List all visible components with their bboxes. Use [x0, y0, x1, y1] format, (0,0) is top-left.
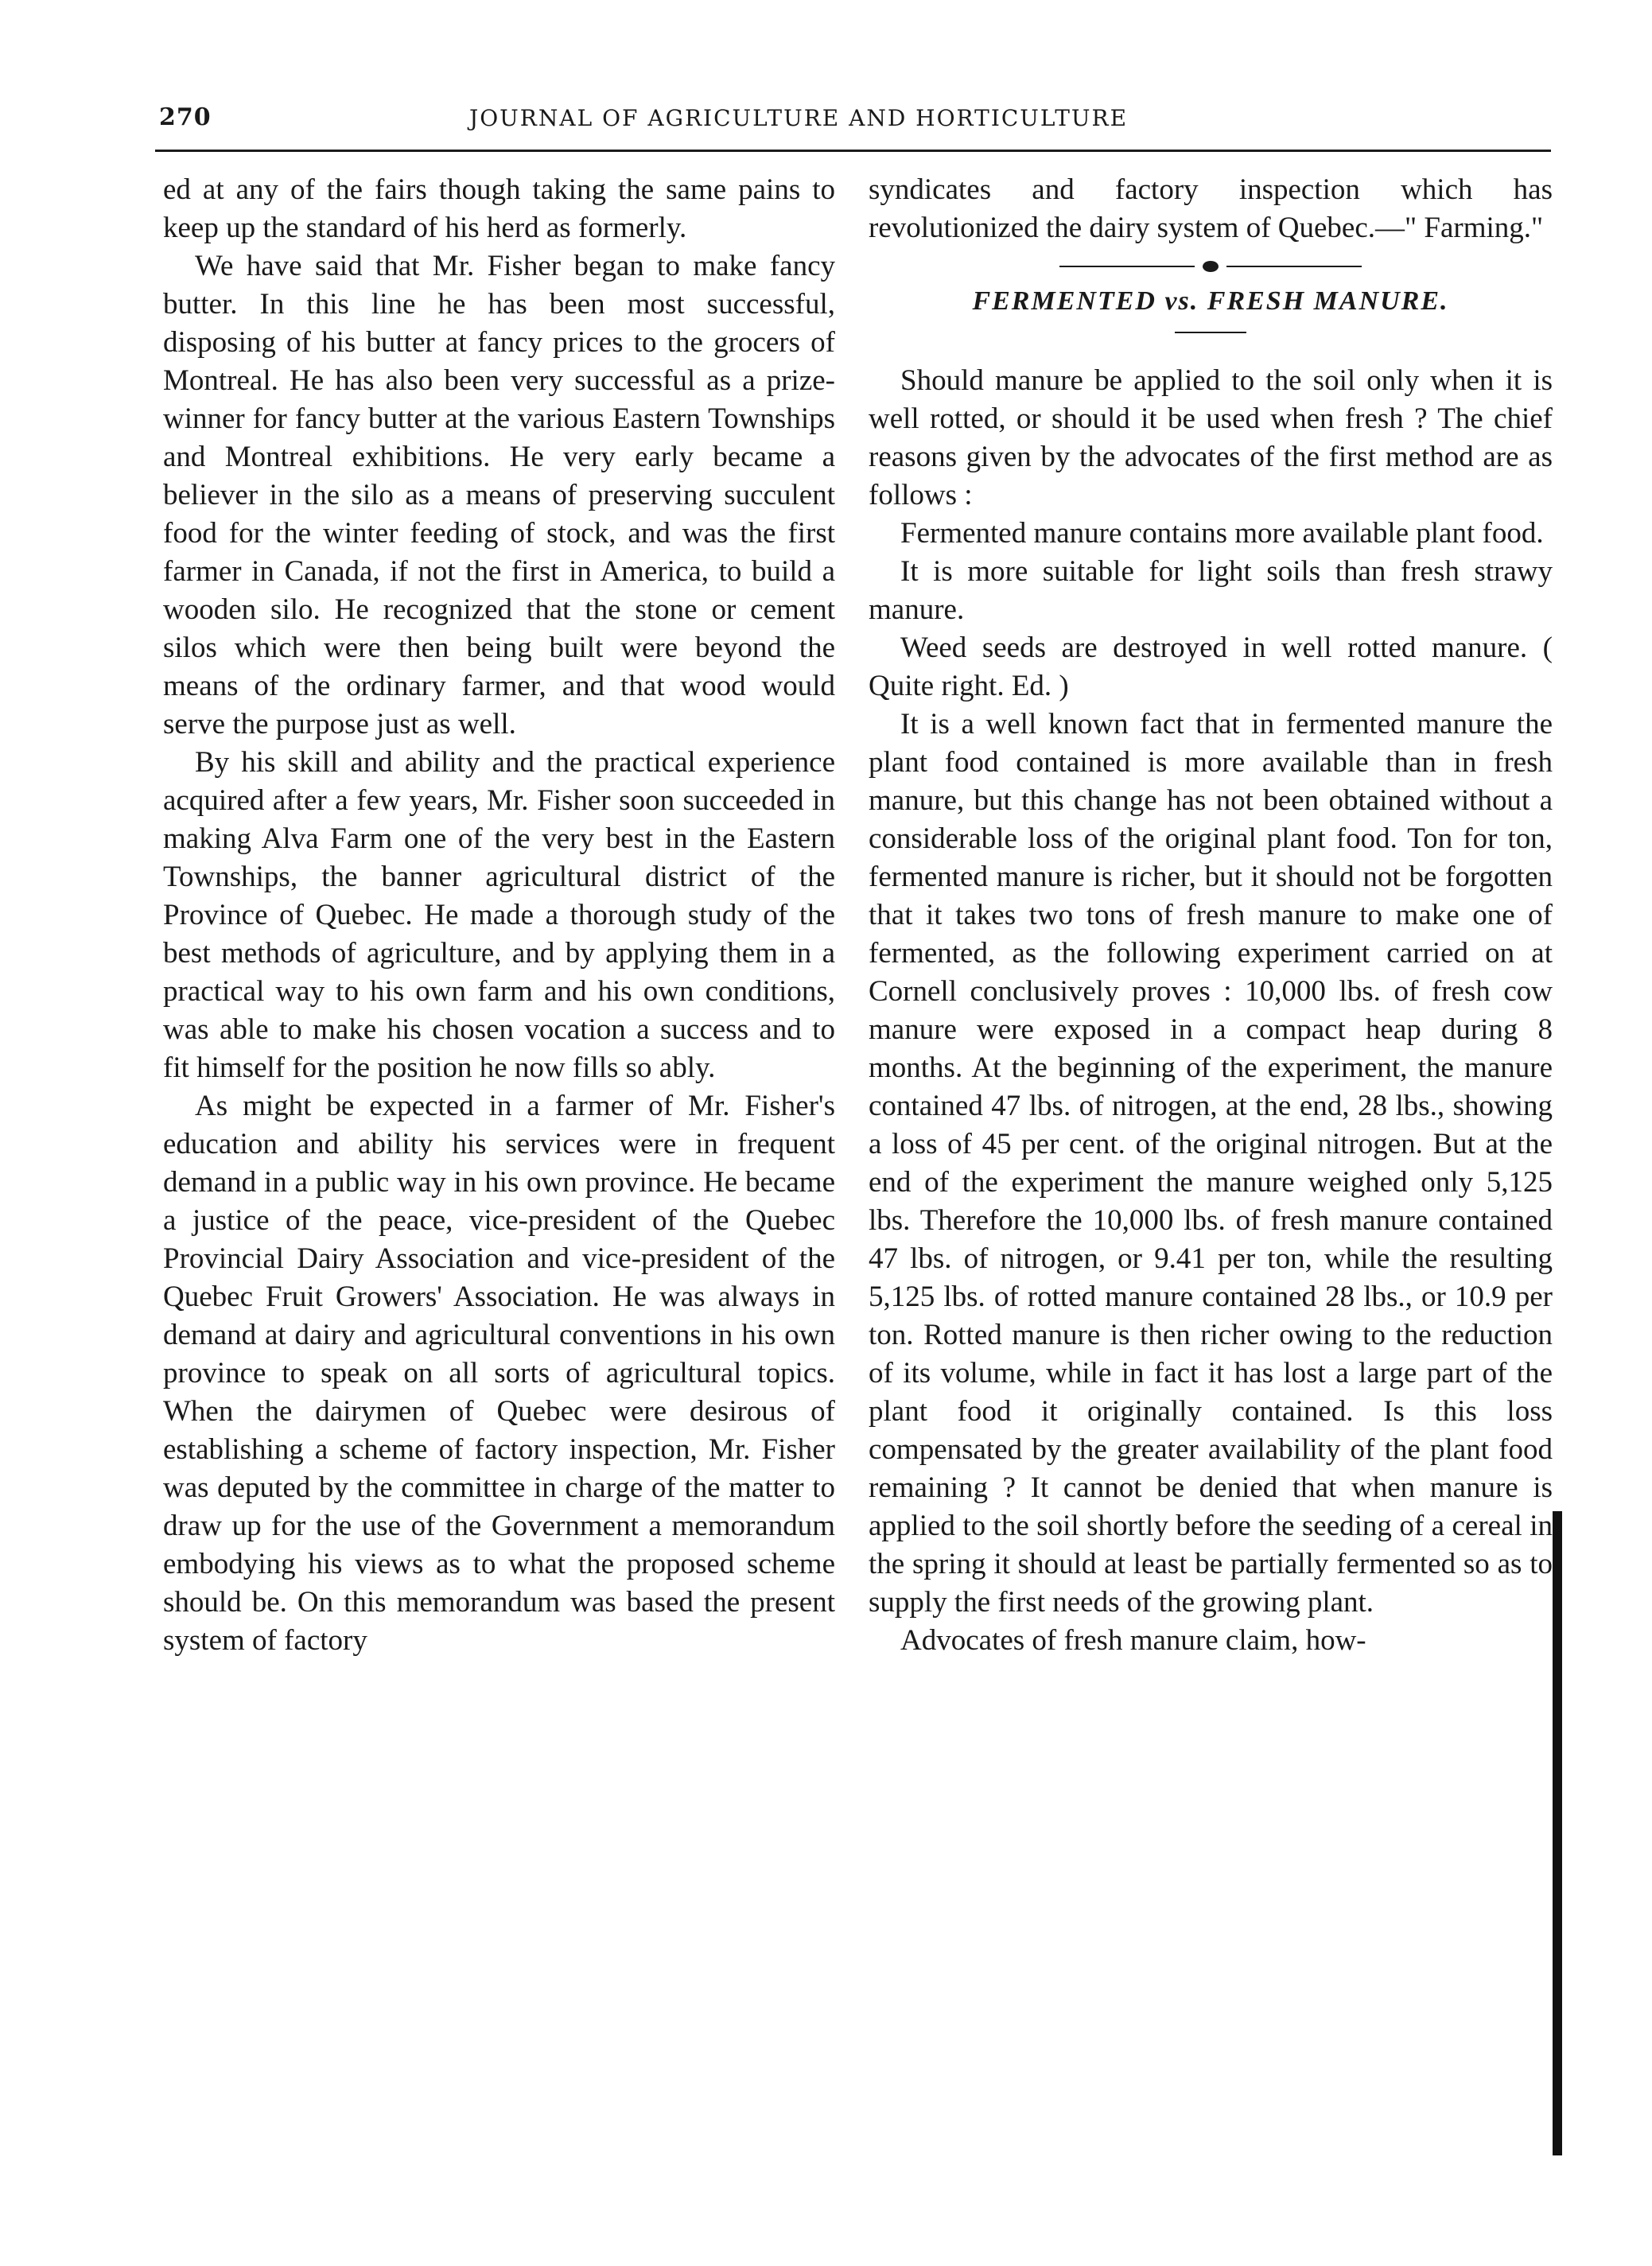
paragraph: syndicates and factory inspection which has revolutionized the dairy system of Quebec.—" Farming."	[869, 173, 1553, 244]
section-title: FERMENTED vs. FRESH MANURE.	[972, 286, 1449, 316]
paragraph: ed at any of the fairs though taking the same pains to keep up the standard of his herd as formerly.	[163, 173, 835, 244]
title-rule	[1175, 332, 1246, 333]
paragraph: Should manure be applied to the soil only when it is well rotted, or should it be used when fresh ? The chief reasons given by the advocates of the first method are as follows :	[869, 364, 1553, 511]
paragraph: By his skill and ability and the practical experience acquired after a few years, Mr. Fisher soon succeeded in making Alva Farm one of the very best in the Eastern Townships, the banner agricultural district of the Province of Quebec. He made a thorough study of the best methods of agriculture, and by applying them in a practical way to his own farm and his own conditions, was able to make his chosen vocation a success and to fit himself for the position he now fills so ably.	[163, 746, 835, 1084]
ornament-divider	[1059, 258, 1362, 274]
paragraph: Advocates of fresh manure claim, how-	[900, 1624, 1366, 1657]
paragraph: It is a well known fact that in fermented manure the plant food contained is more available than in fresh manure, but this change has not been obtained without a considerable loss of the original plant food. Ton for ton, fermented manure is richer, but it should not be forgotten that it takes two tons of fresh manure to make one of fermented, as the following experiment carried on at Cornell conclusively proves : 10,000 lbs. of fresh cow manure were exposed in a compact heap during 8 months. At the beginning of the experiment, the manure contained 47 lbs. of nitrogen, at the end, 28 lbs., showing a loss of 45 per cent. of the original nitrogen. But at the end of the experiment the manure weighed only 5,125 lbs. Therefore the 10,000 lbs. of fresh manure contained 47 lbs. of nitrogen, or 9.41 per ton, while the resulting 5,125 lbs. of rotted manure contained 28 lbs., or 10.9 per ton. Rotted manure is then richer owing to the reduction of its volume, while in fact it has lost a large part of the plant food it originally contained. Is this loss compensated by the greater availability of the plant food remaining ? It cannot be denied that when manure is applied to the soil shortly before the seeding of a cereal in the spring it should at least be partially fermented so as to supply the first needs of the growing plant.	[869, 708, 1553, 1619]
paragraph: It is more suitable for light soils than fresh strawy manure.	[869, 555, 1553, 626]
left-column	[163, 171, 835, 1660]
running-head: JOURNAL OF AGRICULTURE AND HORTICULTURE	[469, 105, 1129, 131]
paragraph: Weed seeds are destroyed in well rotted manure. ( Quite right. Ed. )	[869, 632, 1553, 702]
paragraph: We have said that Mr. Fisher began to make fancy butter. In this line he has been most successful, disposing of his butter at fancy prices to the grocers of Montreal. He has also been very successful as a prize-winner for fancy butter at the various Eastern Townships and Montreal exhibitions. He very early became a believer in the silo as a means of preserving succulent food for the winter feeding of stock, and was the first farmer in Canada, if not the first in America, to build a wooden silo. He recognized that the stone or cement silos which were then being built were beyond the means of the ordinary farmer, and that wood would serve the purpose just as well.	[163, 250, 835, 740]
header-rule	[155, 150, 1551, 152]
right-column	[869, 171, 1553, 1660]
paragraph: As might be expected in a farmer of Mr. Fisher's education and ability his services were in frequent demand in a public way in his own province. He became a justice of the peace, vice-president of the Quebec Provincial Dairy Association and vice-president of the Quebec Fruit Growers' Association. He was always in demand at dairy and agricultural conventions in his own province to speak on all sorts of agricultural topics. When the dairymen of Quebec were desirous of establishing a scheme of factory inspection, Mr. Fisher was deputed by the committee in charge of the matter to draw up for the use of the Government a memorandum embodying his views as to what the proposed scheme should be. On this memorandum was based the present system of factory	[163, 1090, 835, 1657]
page-header	[159, 103, 1551, 151]
margin-bar	[1553, 1511, 1562, 2155]
paragraph: Fermented manure contains more available plant food.	[900, 517, 1544, 550]
page-number: 270	[159, 103, 212, 131]
ornament-icon	[1203, 261, 1219, 272]
